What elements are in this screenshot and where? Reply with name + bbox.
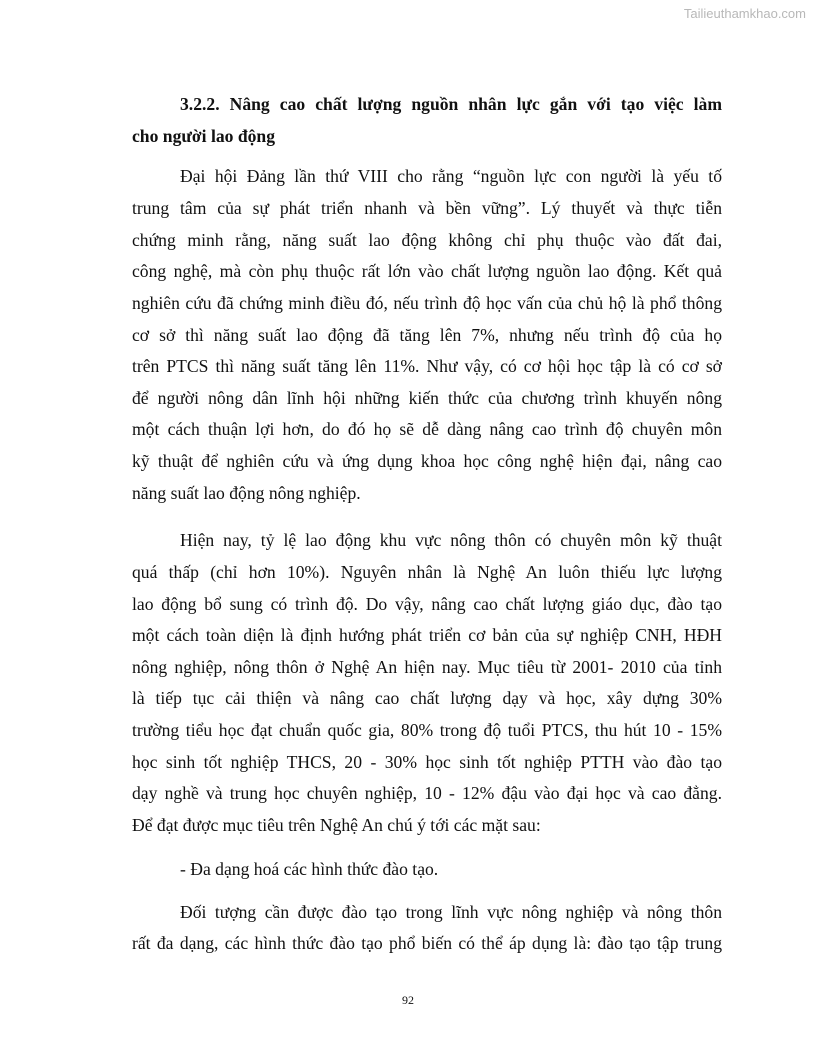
text-line: là tiếp tục cải thiện và nâng cao chất lượng dạy và học, xây dựng 30% xyxy=(132,688,722,708)
text-line: trên PTCS thì năng suất tăng lên 11%. Như vậy, có cơ hội học tập là có cơ sở xyxy=(132,356,722,376)
text-line: Để đạt được mục tiêu trên Nghệ An chú ý tới các mặt sau: xyxy=(132,815,541,835)
text-line: cơ sở thì năng suất lao động đã tăng lên 7%, nhưng nếu trình độ của họ xyxy=(132,325,722,345)
text-line: công nghệ, mà còn phụ thuộc rất lớn vào chất lượng nguồn lao động. Kết quả xyxy=(132,261,722,281)
text-line: nông nghiệp, nông thôn ở Nghệ An hiện nay. Mục tiêu từ 2001- 2010 của tỉnh xyxy=(132,657,722,677)
text-line: quá thấp (chỉ hơn 10%). Nguyên nhân là Nghệ An luôn thiếu lực lượng xyxy=(132,562,722,582)
text-line: trung tâm của sự phát triển nhanh và bền vững”. Lý thuyết và thực tiễn xyxy=(132,198,722,218)
text-line: một cách toàn diện là định hướng phát triển cơ bản của sự nghiệp CNH, HĐH xyxy=(132,625,722,645)
text-line: - Đa dạng hoá các hình thức đào tạo. xyxy=(180,859,439,879)
text-line: dạy nghề và trung học chuyên nghiệp, 10 - 12% đậu vào đại học và cao đẳng. xyxy=(132,783,722,803)
text-line: rất đa dạng, các hình thức đào tạo phổ biến có thể áp dụng là: đào tạo tập trung xyxy=(132,933,722,953)
watermark: Tailieuthamkhao.com xyxy=(683,6,806,21)
text-line: kỹ thuật để nghiên cứu và ứng dụng khoa học công nghệ hiện đại, nâng cao xyxy=(132,451,722,471)
text-line: lao động bổ sung có trình độ. Do vậy, nâng cao chất lượng giáo dục, đào tạo xyxy=(132,594,722,614)
text-line: năng suất lao động nông nghiệp. xyxy=(132,483,361,503)
heading-line: 3.2.2. Nâng cao chất lượng nguồn nhân lực gắn với tạo việc làm xyxy=(180,94,722,114)
page-number: 92 xyxy=(402,993,414,1007)
text-line: học sinh tốt nghiệp THCS, 20 - 30% học sinh tốt nghiệp PTTH vào đào tạo xyxy=(132,752,722,772)
text-line: Đại hội Đảng lần thứ VIII cho rằng “nguồn lực con người là yếu tố xyxy=(180,166,722,186)
text-line: nghiên cứu đã chứng minh điều đó, nếu trình độ học vấn của chủ hộ là phổ thông xyxy=(132,293,722,313)
text-line: để người nông dân lĩnh hội những kiến thức của chương trình khuyến nông xyxy=(132,388,722,408)
heading-line: cho người lao động xyxy=(132,126,276,146)
text-line: một cách thuận lợi hơn, do đó họ sẽ dễ dàng nâng cao trình độ chuyên môn xyxy=(132,419,722,439)
text-line: chứng minh rằng, năng suất lao động không chỉ phụ thuộc vào đất đai, xyxy=(132,230,722,250)
text-line: Hiện nay, tỷ lệ lao động khu vực nông thôn có chuyên môn kỹ thuật xyxy=(180,530,722,550)
text-line: Đối tượng cần được đào tạo trong lĩnh vực nông nghiệp và nông thôn xyxy=(180,902,722,922)
text-line: trường tiểu học đạt chuẩn quốc gia, 80% trong độ tuổi PTCS, thu hút 10 - 15% xyxy=(132,720,722,740)
